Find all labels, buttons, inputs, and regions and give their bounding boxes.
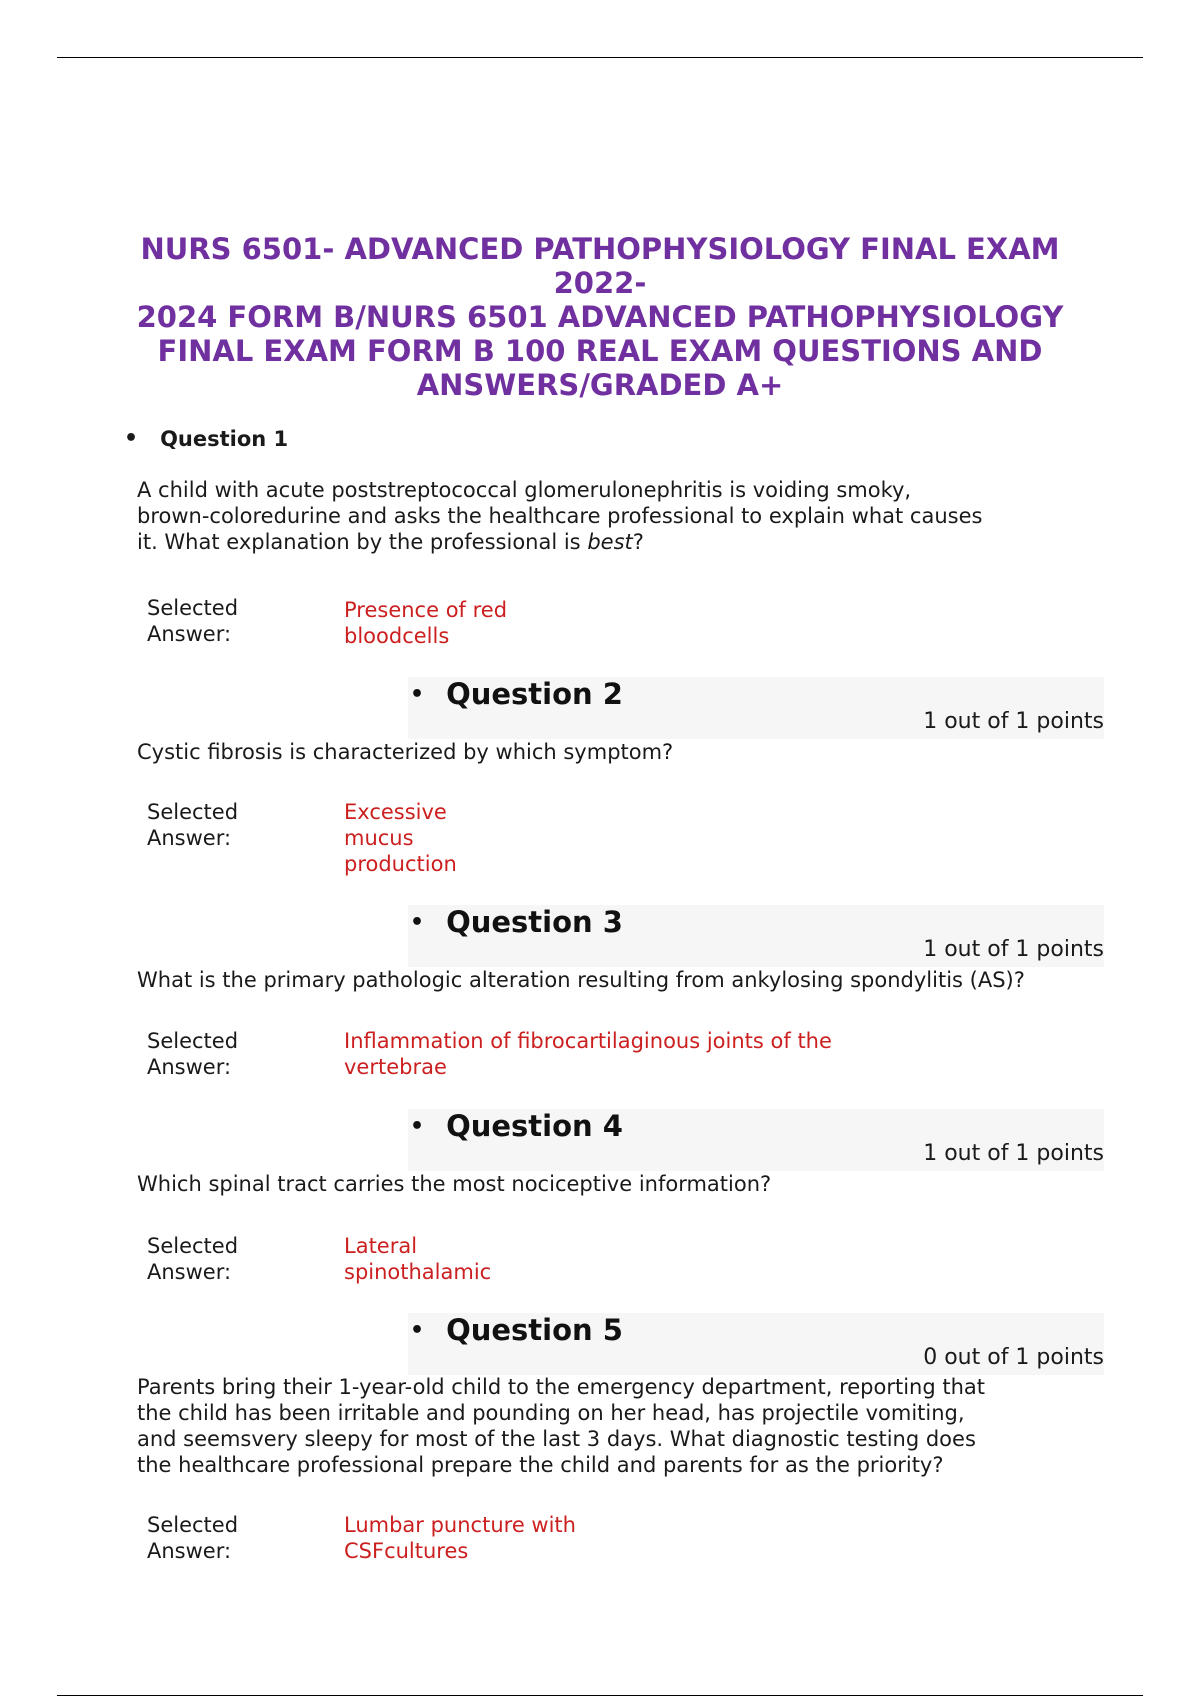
selected-label-line-2: Answer:: [147, 1539, 232, 1563]
question-1-answer-line-1: Presence of red: [344, 598, 508, 622]
question-3-text: [137, 967, 1097, 993]
question-4-label: Question 4: [446, 1109, 623, 1143]
question-2-heading: [408, 677, 1104, 739]
question-1-text-line-2: brown-coloredurine and asks the healthcare professional to explain what causes: [137, 504, 983, 528]
question-1-text-emphasis: best: [587, 530, 633, 554]
question-2-answer-line-1: Excessive: [344, 800, 447, 824]
bullet-icon: •: [410, 1113, 425, 1139]
question-5-text-line-1: Parents bring their 1-year-old child to the emergency department, reporting that: [137, 1375, 986, 1399]
question-1-label: Question 1: [160, 426, 289, 451]
question-5-text: [137, 1374, 1097, 1478]
question-1-text: [137, 477, 1097, 555]
question-2-answer-line-2: mucus: [344, 826, 414, 850]
question-3-selected-answer-label: [147, 1028, 307, 1080]
question-1-heading: [124, 426, 288, 451]
selected-label-line-1: Selected: [147, 596, 239, 620]
question-5-label: Question 5: [446, 1313, 623, 1347]
question-1-answer-line-2: bloodcells: [344, 624, 450, 648]
question-4-selected-answer-label: [147, 1233, 307, 1285]
bullet-icon: •: [124, 426, 139, 451]
question-3-text-line-1: What is the primary pathologic alteration resulting from ankylosing spondylitis (AS)?: [137, 968, 1025, 992]
question-4-text-line-1: Which spinal tract carries the most nociceptive information?: [137, 1172, 772, 1196]
question-2-selected-answer-label: [147, 799, 307, 851]
question-5-selected-answer-label: [147, 1512, 307, 1564]
question-1-selected-answer: [344, 597, 507, 649]
title-line-4: ANSWERS/GRADED A+: [416, 368, 784, 402]
selected-label-line-2: Answer:: [147, 1055, 232, 1079]
question-3-points: 1 out of 1 points: [923, 937, 1104, 962]
question-2-points: 1 out of 1 points: [923, 709, 1104, 734]
question-2-selected-answer: [344, 799, 457, 877]
question-5-answer-line-2: CSFcultures: [344, 1539, 469, 1563]
selected-label-line-2: Answer:: [147, 826, 232, 850]
question-1-selected-answer-label: [147, 595, 307, 647]
selected-label-line-1: Selected: [147, 1029, 239, 1053]
question-4-selected-answer: [344, 1233, 491, 1285]
selected-label-line-1: Selected: [147, 800, 239, 824]
question-5-text-line-2: the child has been irritable and pounding on her head, has projectile vomiting,: [137, 1401, 965, 1425]
question-2-text-line-1: Cystic fibrosis is characterized by which symptom?: [137, 740, 674, 764]
question-5-points: 0 out of 1 points: [923, 1345, 1104, 1370]
question-1-text-line-3-suffix: ?: [632, 530, 644, 554]
title-line-1: NURS 6501- ADVANCED PATHOPHYSIOLOGY FINAL EXAM 2022-: [140, 232, 1060, 300]
question-4-answer-line-2: spinothalamic: [344, 1260, 492, 1284]
question-4-answer-line-1: Lateral: [344, 1234, 418, 1258]
question-5-selected-answer: [344, 1512, 576, 1564]
question-5-label-wrap: [408, 1313, 623, 1347]
question-1-text-line-3-prefix: it. What explanation by the professional is: [137, 530, 588, 554]
question-3-selected-answer: [344, 1028, 832, 1080]
title-line-2: 2024 FORM B/NURS 6501 ADVANCED PATHOPHYSIOLOGY: [136, 300, 1064, 334]
selected-label-line-2: Answer:: [147, 1260, 232, 1284]
question-4-heading: [408, 1109, 1104, 1171]
question-3-label: Question 3: [446, 905, 623, 939]
question-3-answer-line-2: vertebrae: [344, 1055, 447, 1079]
question-5-text-line-3: and seemsvery sleepy for most of the last 3 days. What diagnostic testing does: [137, 1427, 976, 1451]
question-4-label-wrap: [408, 1109, 623, 1143]
question-3-answer-line-1: Inflammation of fibrocartilaginous joints of the: [344, 1029, 832, 1053]
question-5-text-line-4: the healthcare professional prepare the child and parents for as the priority?: [137, 1453, 944, 1477]
question-3-heading: [408, 905, 1104, 967]
question-5-answer-line-1: Lumbar puncture with: [344, 1513, 576, 1537]
selected-label-line-1: Selected: [147, 1234, 239, 1258]
top-rule: [57, 57, 1143, 58]
question-4-text: [137, 1171, 1097, 1197]
question-2-answer-line-3: production: [344, 852, 457, 876]
question-2-label-wrap: [408, 677, 623, 711]
title-line-3: FINAL EXAM FORM B 100 REAL EXAM QUESTIONS AND: [157, 334, 1043, 368]
question-4-points: 1 out of 1 points: [923, 1141, 1104, 1166]
selected-label-line-1: Selected: [147, 1513, 239, 1537]
question-3-label-wrap: [408, 905, 623, 939]
question-2-text: [137, 739, 1097, 765]
bottom-rule: [57, 1695, 1143, 1696]
document-title: [110, 232, 1090, 402]
question-5-heading: [408, 1313, 1104, 1375]
selected-label-line-2: Answer:: [147, 622, 232, 646]
bullet-icon: •: [410, 909, 425, 935]
question-2-label: Question 2: [446, 677, 623, 711]
bullet-icon: •: [410, 681, 425, 707]
bullet-icon: •: [410, 1317, 425, 1343]
question-1-text-line-1: A child with acute poststreptococcal glomerulonephritis is voiding smoky,: [137, 478, 912, 502]
